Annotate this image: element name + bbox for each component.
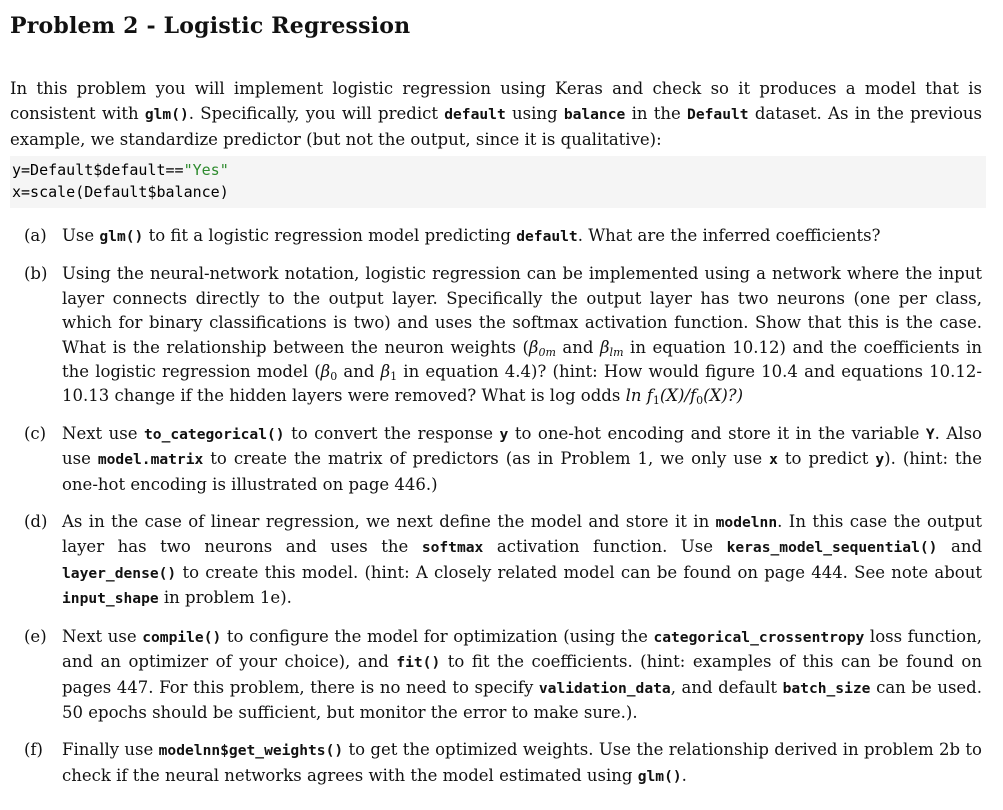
question-label: (e) [24, 626, 47, 646]
inline-code: Default [687, 106, 749, 123]
question-label: (b) [24, 264, 48, 284]
question-d: (d) As in the case of linear regression, we next define the model and store it in modelnn. In this case the output layer has two neurons and uses the softmax activation function. Use keras_model_sequential() and layer_dense() to create this model. (hint: A closely related model can be found on page 444. See note about input_shape in problem 1e). [24, 512, 983, 608]
document-page [10, 0, 982, 802]
question-label: (d) [24, 512, 48, 532]
question-f: (f) Finally use modelnn$get_weights() to get the optimized weights. Use the relationship derived in problem 2b to check if the neural networks agrees with the model estimated using glm(). [24, 740, 982, 785]
question-label: (f) [24, 740, 43, 760]
question-c: (c) Next use to_categorical() to convert the response y to one-hot encoding and store it in the variable Y. Also use model.matrix to create the matrix of predictors (as in Problem 1, we only use x to predict y). (hint: the one-hot encoding is illustrated on page 446.) [24, 423, 983, 494]
question-b: (b) Using the neural-network notation, logistic regression can be implemented using a network where the input layer connects directly to the output layer. Specifically the output layer has two neurons (one per class, which for binary classifications is two) and uses the softmax activation function. Show that this is the case. What is the relationship between the neuron weights ($\beta_{0m}$ and $\beta_{lm}$ in equation 10.12) and the coefficients in the logistic regression model ($\beta_0$ and $\beta_1$ in equation 4.4)? (hint: How would figure 10.4 and equations 10.12-10.13 change if the hidden layers were removed? What is log odds $\ln f_1(X)/f_0(X)$?) [24, 264, 982, 408]
inline-code: default [444, 106, 506, 123]
question-label: (a) [24, 226, 47, 245]
inline-code: balance [563, 106, 626, 123]
page-title: Problem 2 - Logistic Regression [10, 13, 411, 39]
inline-code: glm() [144, 106, 189, 123]
question-label: (c) [24, 423, 47, 443]
question-list [10, 224, 982, 789]
code-line-2: x=scale(Default$balance) [12, 183, 229, 201]
question-a: (a) Use glm() to fit a logistic regression model predicting default. What are the inferred coefficients? [10, 224, 982, 249]
code-line-1: y=Default$default=="Yes" [12, 161, 229, 179]
intro-paragraph: In this problem you will implement logistic regression using Keras and check so it produces a model that is consistent with glm(). Specifically, you will predict default using balance in the Default dataset. As in the previous example, we standardize predictor (but not the output, since it is qualitative): [10, 79, 982, 149]
code-block [10, 156, 986, 208]
question-e: (e) Next use compile() to configure the model for optimization (using the categorical_crossentropy loss function, and an optimizer of your choice), and fit() to fit the coefficients. (hint: examples of this can be found on pages 447. For this problem, there is no need to specify validation_data, and default batch_size can be used. 50 epochs should be sufficient, but monitor the error to make sure.). [24, 626, 982, 722]
code-string: "Yes" [183, 161, 229, 179]
